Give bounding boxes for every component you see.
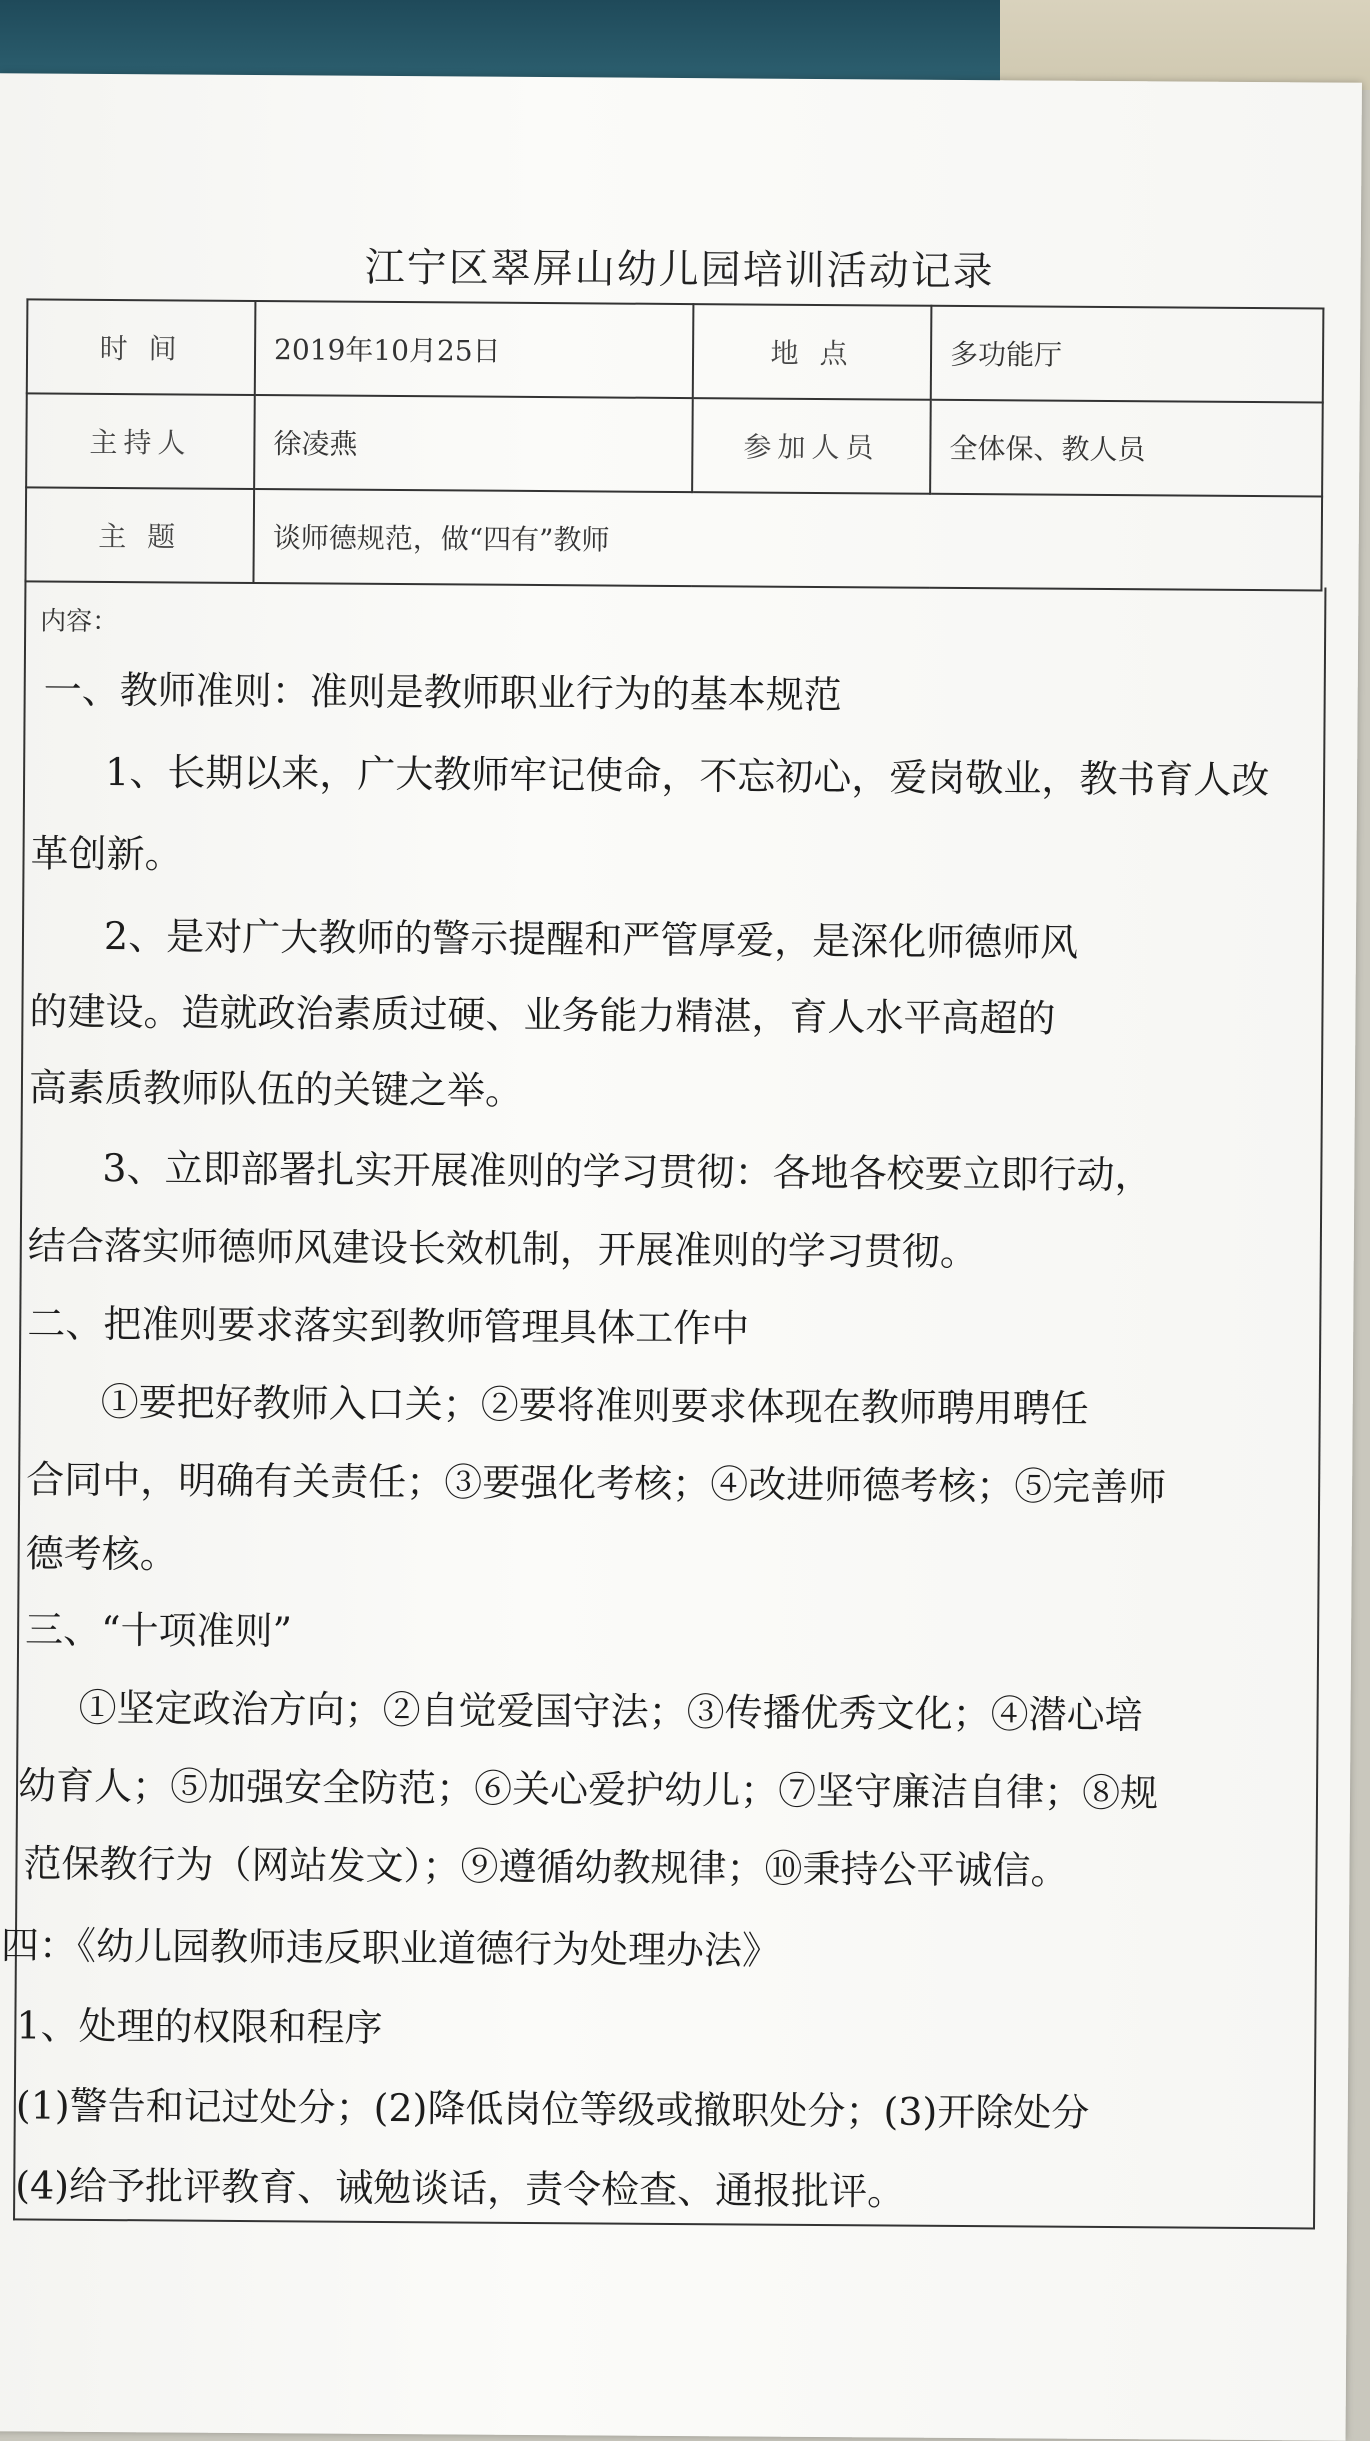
content-line: 德考核。 — [25, 1531, 178, 1577]
content-line: 三、“十项准则” — [24, 1607, 293, 1654]
time-label: 时 间 — [27, 299, 256, 395]
topic-value: 谈师德规范，做“四有”教师 — [253, 489, 1322, 590]
content-line: 幼育人；⑤加强安全防范；⑥关心爱护幼儿；⑦坚守廉洁自律；⑧规 — [17, 1763, 1159, 1816]
content-line: 3、立即部署扎实开展准则的学习贯彻：各地各校要立即行动， — [102, 1145, 1153, 1198]
content-line: 革创新。 — [30, 831, 183, 877]
content-line: 1、处理的权限和程序 — [16, 2003, 383, 2050]
time-value: 2019年10月25日 — [255, 301, 694, 398]
content-line: 一、教师准则：准则是教师职业行为的基本规范 — [43, 667, 842, 718]
sheet-title: 江宁区翠屏山幼儿园培训活动记录 — [364, 244, 995, 296]
topic-label: 主 题 — [25, 487, 254, 583]
content-line: ①要把好教师入口关；②要将准则要求体现在教师聘用聘任 — [100, 1379, 1089, 1431]
content-line: 的建设。造就政治素质过硬、业务能力精湛，育人水平高超的 — [29, 989, 1056, 1041]
content-line: (1)警告和记过处分；(2)降低岗位等级或撤职处分；(3)开除处分 — [15, 2083, 1090, 2135]
info-table — [24, 298, 1324, 591]
content-line: 2、是对广大教师的警示提醒和严管厚爱，是深化师德师风 — [103, 913, 1079, 965]
place-label: 地 点 — [693, 304, 932, 400]
content-line: 四：《幼儿园教师违反职业道德行为处理办法》 — [0, 1923, 781, 1973]
content-box — [0, 578, 1326, 2229]
participants-label: 参加人员 — [692, 398, 931, 494]
content-line: 二、把准则要求落实到教师管理具体工作中 — [27, 1301, 750, 1351]
desk-surface — [1000, 0, 1370, 90]
content-line: 高素质教师队伍的关键之举。 — [28, 1065, 524, 1113]
content-line: 结合落实师德师风建设长效机制，开展准则的学习贯彻。 — [27, 1223, 978, 1275]
participants-value: 全体保、教人员 — [930, 400, 1323, 497]
content-line: 合同中，明确有关责任；③要强化考核；④改进师德考核；⑤完善师 — [26, 1457, 1167, 1510]
place-value: 多功能厅 — [931, 306, 1324, 403]
host-value: 徐凌燕 — [254, 395, 693, 492]
content-line: 范保教行为（网站发文）；⑨遵循幼教规律；⑩秉持公平诚信。 — [23, 1841, 1069, 1893]
content-line: ①坚定政治方向；②自觉爱国守法；③传播优秀文化；④潜心培 — [78, 1685, 1143, 1738]
record-sheet — [0, 73, 1362, 2440]
content-line: (4)给予批评教育、诫勉谈话，责令检查、通报批评。 — [15, 2163, 906, 2214]
host-label: 主持人 — [26, 393, 255, 489]
content-line: 1、长期以来，广大教师牢记使命，不忘初心，爱岗敬业，教书育人改 — [104, 749, 1270, 803]
content-label: 内容： — [40, 606, 119, 638]
